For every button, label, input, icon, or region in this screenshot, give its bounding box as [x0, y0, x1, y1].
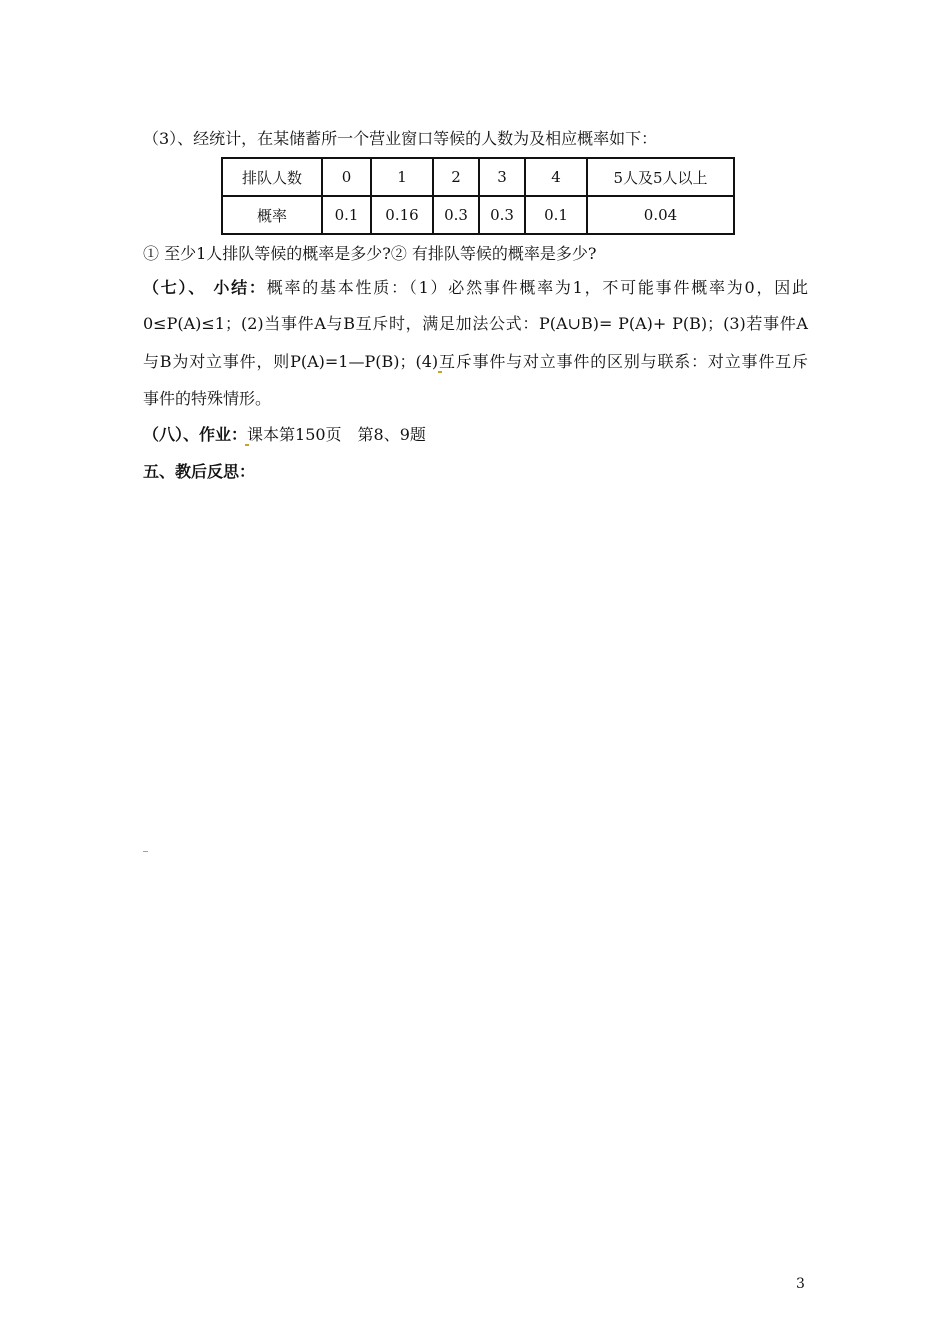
table-header-cell: 0 — [322, 158, 371, 196]
homework-line — [143, 425, 808, 445]
table-header-cell: 1 — [371, 158, 433, 196]
table-cell: 0.3 — [433, 196, 479, 234]
reflection-heading: 五、教后反思： — [143, 462, 256, 481]
table-cell: 0.16 — [371, 196, 433, 234]
table-row — [222, 196, 734, 234]
table-cell: 0.1 — [322, 196, 371, 234]
table-cell: 概率 — [222, 196, 322, 234]
summary-line-3: 与B为对立事件，则P(A)=1—P(B)；(4)互斥事件与对立事件的区别与联系：对立事件互斥 — [143, 352, 808, 371]
text-cursor-mark — [245, 444, 249, 446]
summary-line-4: 事件的特殊情形。 — [143, 389, 272, 408]
summary-text: 概率的基本性质：（1）必然事件概率为1，不可能事件概率为0，因此 — [266, 278, 808, 297]
q3-intro: （3）、经统计，在某储蓄所一个营业窗口等候的人数为及相应概率如下： — [143, 129, 658, 148]
probability-table — [221, 157, 735, 235]
table-cell: 0.04 — [587, 196, 734, 234]
text-cursor-mark — [438, 371, 442, 373]
homework-heading: （八）、作业： — [143, 425, 248, 444]
text-cursor-mark — [143, 851, 148, 852]
summary-heading: （七）、 小结： — [143, 278, 267, 297]
summary-line-2: 0≤P(A)≤1；(2)当事件A与B互斥时，满足加法公式：P(A∪B)= P(A)+ P(B)；(3)若事件A — [143, 314, 808, 333]
summary-line-1 — [143, 278, 808, 298]
table-header-cell: 排队人数 — [222, 158, 322, 196]
table-cell: 0.1 — [525, 196, 587, 234]
table-cell: 0.3 — [479, 196, 525, 234]
table-header-cell: 2 — [433, 158, 479, 196]
table-row — [222, 158, 734, 196]
table-header-cell: 4 — [525, 158, 587, 196]
table-header-cell: 5人及5人以上 — [587, 158, 734, 196]
q3-questions: ① 至少1人排队等候的概率是多少?② 有排队等候的概率是多少? — [143, 244, 597, 263]
table-header-cell: 3 — [479, 158, 525, 196]
homework-text: 课本第150页 第8、9题 — [247, 425, 426, 444]
page-number: 3 — [796, 1276, 805, 1292]
